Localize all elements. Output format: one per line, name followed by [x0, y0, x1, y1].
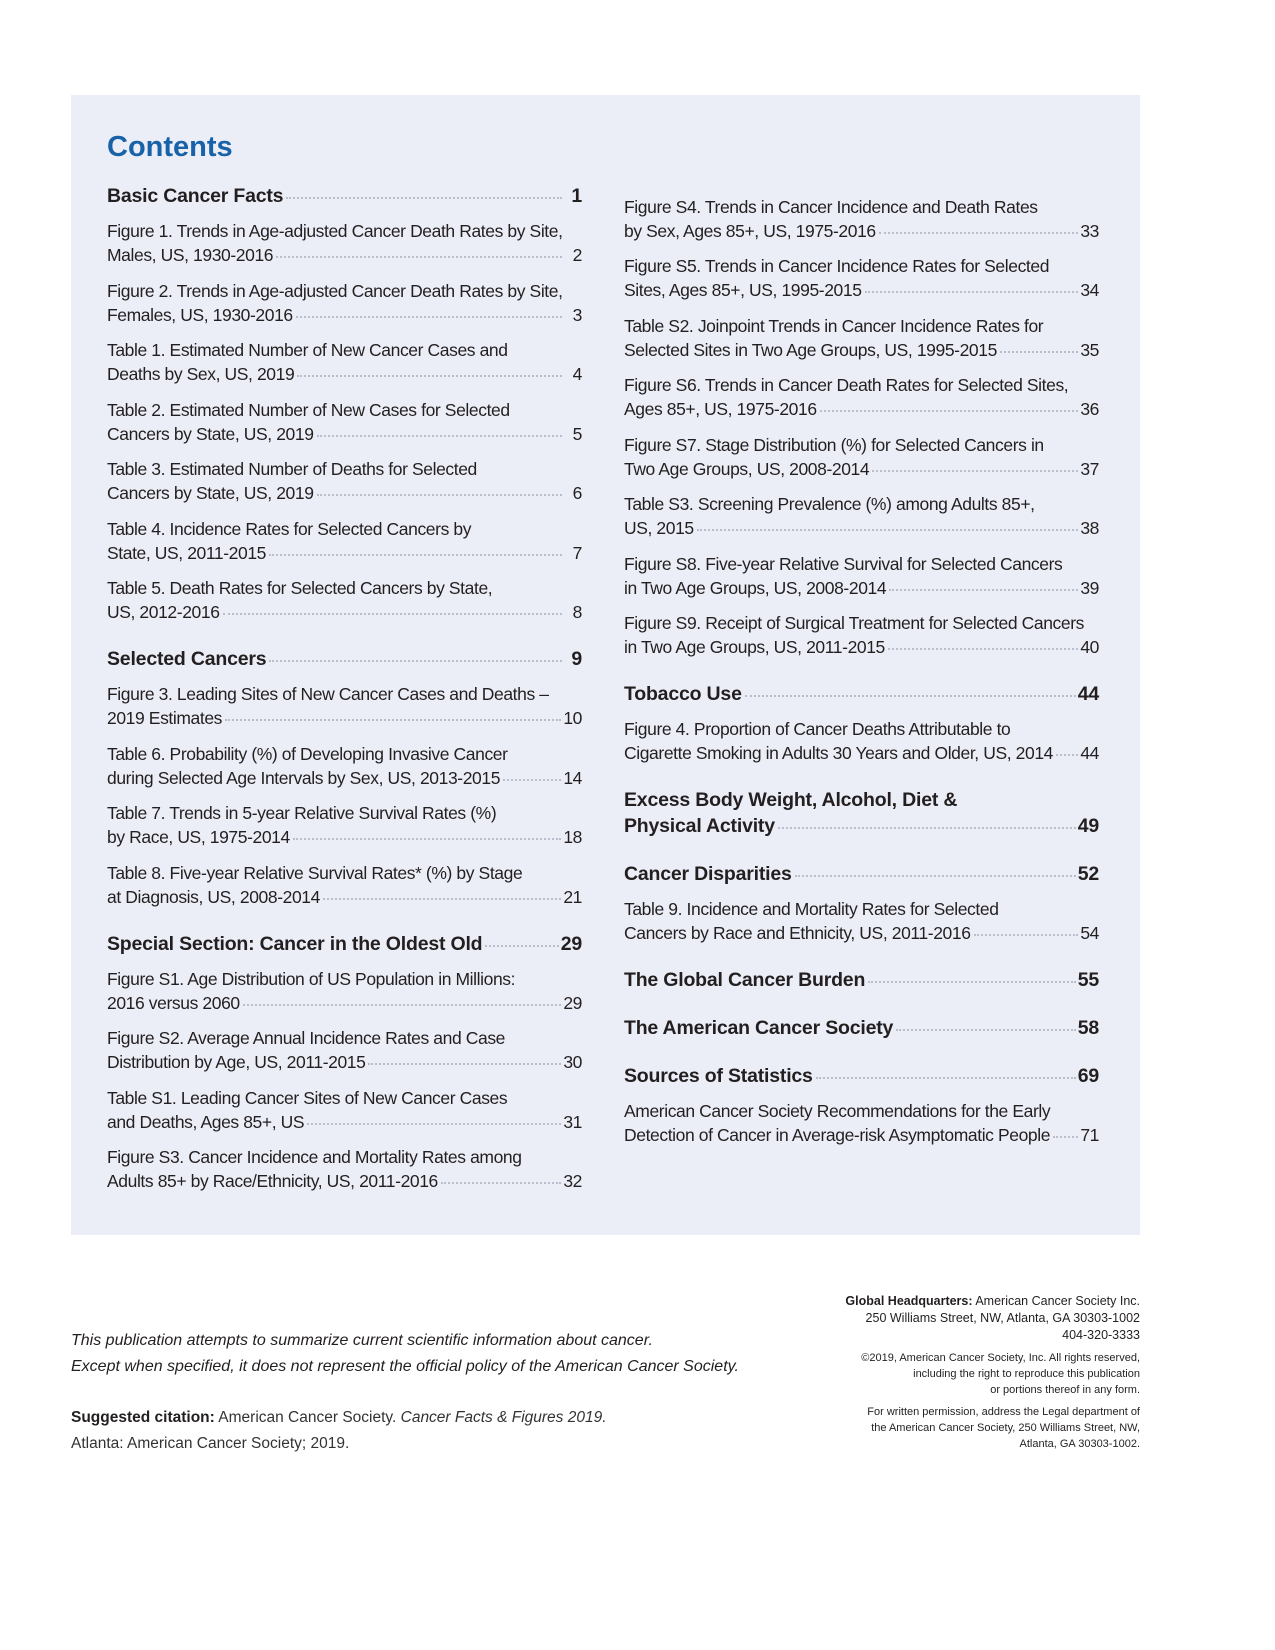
dot-leader	[317, 494, 562, 496]
toc-page-number: 44	[1077, 683, 1099, 705]
toc-line	[107, 861, 582, 885]
toc-line	[624, 1099, 1099, 1123]
citation-label: Suggested citation:	[71, 1409, 215, 1426]
toc-line	[107, 1145, 582, 1169]
dot-leader	[974, 934, 1079, 936]
toc-entry[interactable]	[107, 682, 582, 730]
toc-entry-title: Figure S6. Trends in Cancer Death Rates for Selected Sites,	[624, 375, 1069, 395]
toc-entry-title: Basic Cancer Facts	[107, 185, 284, 207]
dot-leader	[872, 470, 1078, 472]
dot-leader	[896, 1029, 1076, 1031]
toc-line	[107, 457, 582, 481]
toc-entry[interactable]	[624, 552, 1099, 600]
toc-entry[interactable]	[624, 254, 1099, 302]
toc-entry-title: at Diagnosis, US, 2008-2014	[107, 886, 320, 907]
toc-line	[107, 766, 582, 790]
toc-entry-title: and Deaths, Ages 85+, US	[107, 1111, 305, 1132]
toc-line	[624, 552, 1099, 576]
toc-entry-title: State, US, 2011-2015	[107, 542, 267, 563]
dot-leader	[1053, 1136, 1078, 1138]
toc-section-heading[interactable]	[624, 967, 1099, 993]
toc-entry-title: Table 1. Estimated Number of New Cancer Cases and	[107, 340, 508, 360]
toc-page-number: 10	[563, 708, 582, 728]
permission-line: the American Cancer Society, 250 Williams Street, NW,	[871, 1422, 1140, 1434]
toc-entry[interactable]	[107, 1026, 582, 1074]
toc-entry-title: Excess Body Weight, Alcohol, Diet &	[624, 789, 958, 811]
toc-page-number: 31	[563, 1111, 582, 1132]
toc-entry-title: Cancers by Race and Ethnicity, US, 2011-2016	[624, 923, 971, 943]
dot-leader	[441, 1182, 561, 1184]
toc-entry-title: Special Section: Cancer in the Oldest Old	[107, 932, 483, 955]
toc-entry-title: Figure S7. Stage Distribution (%) for Selected Cancers in	[624, 434, 1044, 455]
toc-line	[107, 517, 582, 541]
toc-page-number: 14	[563, 767, 582, 788]
toc-page-number: 9	[571, 648, 582, 670]
toc-entry-title: during Selected Age Intervals by Sex, US, 2013-2015	[107, 767, 501, 788]
toc-line	[107, 303, 582, 327]
dot-leader	[816, 1077, 1076, 1079]
toc-line	[624, 1015, 1099, 1041]
toc-section-heading[interactable]	[624, 1063, 1099, 1089]
dot-leader	[243, 1004, 562, 1006]
dot-leader	[879, 232, 1079, 234]
toc-page-number: 29	[560, 932, 582, 955]
suggested-citation	[71, 1405, 607, 1457]
hq-phone: 404-320-3333	[1062, 1328, 1140, 1342]
toc-entry-title: Females, US, 1930-2016	[107, 304, 293, 325]
toc-entry-title: 2016 versus 2060	[107, 992, 240, 1013]
dot-leader	[296, 316, 562, 318]
toc-entry-title: in Two Age Groups, US, 2011-2015	[624, 637, 885, 657]
toc-page-number: 54	[1080, 923, 1099, 943]
toc-entry-title: Figure 2. Trends in Age-adjusted Cancer Death Rates by Site,	[107, 280, 563, 301]
toc-line	[624, 861, 1099, 887]
toc-entry[interactable]	[107, 398, 582, 446]
toc-line	[624, 373, 1099, 397]
toc-line	[107, 682, 582, 706]
toc-line	[107, 1050, 582, 1074]
toc-entry-title: Detection of Cancer in Average-risk Asymptomatic People	[624, 1125, 1051, 1145]
toc-page-number: 2	[572, 245, 582, 265]
toc-entry-title: Figure S1. Age Distribution of US Population in Millions:	[107, 968, 516, 989]
dot-leader	[820, 410, 1079, 412]
dot-leader	[888, 648, 1078, 650]
toc-line	[107, 646, 582, 672]
toc-entry[interactable]	[107, 1086, 582, 1134]
toc-page-number: 40	[1080, 637, 1099, 657]
toc-entry-title: Two Age Groups, US, 2008-2014	[624, 458, 870, 479]
toc-page-number: 37	[1080, 458, 1099, 479]
toc-page-number: 3	[572, 304, 582, 325]
toc-entry-title: Cigarette Smoking in Adults 30 Years and Older, US, 2014	[624, 743, 1053, 763]
toc-entry[interactable]	[107, 861, 582, 909]
toc-line	[624, 576, 1099, 600]
toc-entry[interactable]	[624, 195, 1099, 243]
toc-entry[interactable]	[624, 314, 1099, 362]
dot-leader	[868, 981, 1076, 983]
hq-label: Global Headquarters:	[845, 1294, 973, 1308]
toc-line	[624, 254, 1099, 278]
toc-entry-title: Table 3. Estimated Number of Deaths for Selected	[107, 459, 477, 479]
toc-section-heading[interactable]	[624, 787, 1099, 839]
toc-line	[107, 338, 582, 362]
toc-line	[107, 825, 582, 849]
toc-line	[624, 813, 1099, 839]
toc-line	[624, 741, 1099, 765]
toc-entry-title: Figure 1. Trends in Age-adjusted Cancer Death Rates by Site,	[107, 221, 563, 241]
toc-section-heading[interactable]	[107, 646, 582, 672]
toc-entry[interactable]	[107, 967, 582, 1015]
toc-entry-title: Figure S8. Five-year Relative Survival for Selected Cancers	[624, 553, 1063, 574]
toc-entry[interactable]	[107, 338, 582, 386]
toc-line	[624, 897, 1099, 921]
toc-page-number: 7	[572, 542, 582, 563]
toc-entry-title: Table 6. Probability (%) of Developing Invasive Cancer	[107, 743, 508, 764]
dot-leader	[317, 435, 562, 437]
contents-panel	[71, 95, 1140, 1235]
dot-leader	[1000, 351, 1078, 353]
toc-entry[interactable]	[107, 576, 582, 624]
dot-leader	[368, 1063, 561, 1065]
toc-entry[interactable]	[624, 897, 1099, 945]
toc-entry-title: Table 4. Incidence Rates for Selected Cancers by	[107, 518, 472, 539]
toc-entry-title: Table 2. Estimated Number of New Cases for Selected	[107, 399, 510, 420]
disclaimer	[71, 1328, 739, 1380]
toc-line	[107, 183, 582, 209]
dot-leader	[297, 375, 562, 377]
toc-line	[107, 279, 582, 303]
dot-leader	[778, 827, 1076, 829]
toc-line	[107, 1086, 582, 1110]
toc-entry-title: US, 2012-2016	[107, 602, 220, 622]
toc-entry-title: American Cancer Society Recommendations for the Early	[624, 1101, 1051, 1121]
toc-entry[interactable]	[624, 611, 1099, 659]
toc-entry-title: Selected Cancers	[107, 648, 267, 670]
toc-line	[107, 362, 582, 386]
headquarters-info	[845, 1293, 1140, 1458]
toc-entry-title: Figure S4. Trends in Cancer Incidence and Death Rates	[624, 196, 1038, 217]
toc-line	[624, 492, 1099, 516]
toc-page-number: 49	[1077, 815, 1099, 837]
page-title: Contents	[107, 131, 233, 163]
toc-entry-title: Adults 85+ by Race/Ethnicity, US, 2011-2016	[107, 1171, 438, 1191]
toc-entry-title: Table S2. Joinpoint Trends in Cancer Incidence Rates for	[624, 315, 1044, 336]
toc-entry-title: Figure S9. Receipt of Surgical Treatment for Selected Cancers	[624, 613, 1084, 633]
toc-line	[107, 541, 582, 565]
toc-page-number: 36	[1080, 399, 1099, 419]
toc-line	[624, 967, 1099, 993]
toc-entry-title: Table 8. Five-year Relative Survival Rates* (%) by Stage	[107, 862, 523, 883]
toc-line	[107, 1169, 582, 1193]
toc-line	[624, 681, 1099, 707]
disclaimer-line: Except when specified, it does not represent the official policy of the American Cancer Society.	[71, 1358, 739, 1375]
toc-line	[624, 433, 1099, 457]
toc-line	[624, 457, 1099, 481]
toc-line	[624, 787, 1099, 813]
toc-entry-title: Table 7. Trends in 5-year Relative Survival Rates (%)	[107, 803, 497, 823]
toc-entry-title: Physical Activity	[624, 815, 775, 837]
toc-entry[interactable]	[107, 801, 582, 849]
dot-leader	[697, 529, 1079, 531]
toc-entry-title: Figure S2. Average Annual Incidence Rates and Case	[107, 1028, 506, 1048]
toc-page-number: 44	[1080, 743, 1099, 763]
toc-entry-title: by Sex, Ages 85+, US, 1975-2016	[624, 220, 876, 241]
toc-entry-title: Figure 4. Proportion of Cancer Deaths Attributable to	[624, 719, 1011, 739]
toc-line	[107, 422, 582, 446]
toc-line	[624, 516, 1099, 540]
toc-page-number: 4	[572, 364, 582, 384]
toc-section-heading[interactable]	[624, 681, 1099, 707]
toc-page-number: 69	[1077, 1065, 1099, 1087]
citation-author: American Cancer Society.	[218, 1409, 397, 1426]
toc-page-number: 55	[1077, 969, 1099, 991]
toc-line	[107, 219, 582, 243]
dot-leader	[795, 875, 1076, 877]
toc-page-number: 35	[1080, 339, 1099, 360]
toc-line	[624, 635, 1099, 659]
toc-entry-title: Selected Sites in Two Age Groups, US, 1995-2015	[624, 339, 997, 360]
toc-section-heading[interactable]	[624, 1015, 1099, 1041]
toc-entry-title: Ages 85+, US, 1975-2016	[624, 399, 817, 419]
dot-leader	[323, 898, 561, 900]
toc-entry-title: US, 2015	[624, 518, 694, 538]
dot-leader	[485, 945, 558, 947]
toc-entry-title: Table 9. Incidence and Mortality Rates for Selected	[624, 899, 999, 919]
toc-entry-title: Figure 3. Leading Sites of New Cancer Cases and Deaths –	[107, 684, 549, 704]
toc-line	[624, 397, 1099, 421]
dot-leader	[293, 838, 561, 840]
toc-page-number: 29	[563, 992, 582, 1013]
dot-leader	[269, 660, 562, 662]
toc-entry-title: in Two Age Groups, US, 2008-2014	[624, 577, 887, 598]
toc-line	[107, 742, 582, 766]
toc-entry[interactable]	[624, 492, 1099, 540]
toc-line	[107, 398, 582, 422]
disclaimer-line: This publication attempts to summarize current scientific information about cancer.	[71, 1332, 653, 1349]
toc-page-number: 30	[563, 1052, 582, 1072]
dot-leader	[269, 554, 562, 556]
toc-entry-title: The American Cancer Society	[624, 1017, 894, 1039]
toc-line	[624, 611, 1099, 635]
permission-line: For written permission, address the Legal department of	[867, 1406, 1140, 1418]
toc-line	[107, 801, 582, 825]
dot-leader	[225, 719, 561, 721]
permission-line: Atlanta, GA 30303-1002.	[1019, 1438, 1140, 1450]
toc-entry-title: 2019 Estimates	[107, 708, 223, 728]
toc-line	[107, 931, 582, 957]
toc-entry[interactable]	[107, 742, 582, 790]
toc-page-number: 52	[1077, 863, 1099, 885]
toc-entry-title: Deaths by Sex, US, 2019	[107, 364, 295, 384]
toc-page-number: 8	[572, 602, 582, 622]
citation-title: Cancer Facts & Figures 2019.	[400, 1409, 607, 1426]
dot-leader	[1056, 754, 1078, 756]
toc-entry-title: by Race, US, 1975-2014	[107, 827, 290, 847]
toc-page-number: 32	[563, 1171, 582, 1191]
toc-page-number: 71	[1080, 1125, 1099, 1145]
toc-page-number: 21	[563, 886, 582, 907]
dot-leader	[745, 695, 1076, 697]
toc-page-number: 38	[1080, 518, 1099, 538]
toc-entry[interactable]	[624, 373, 1099, 421]
toc-section-heading[interactable]	[107, 183, 582, 209]
hq-name: American Cancer Society Inc.	[975, 1294, 1140, 1308]
toc-page-number: 18	[563, 827, 582, 847]
toc-entry-title: Sites, Ages 85+, US, 1995-2015	[624, 280, 862, 300]
copyright-line: ©2019, American Cancer Society, Inc. All rights reserved,	[861, 1352, 1140, 1364]
toc-page-number: 58	[1077, 1017, 1099, 1039]
toc-entry-title: Table 5. Death Rates for Selected Cancers by State,	[107, 578, 493, 598]
toc-page-number: 39	[1080, 577, 1099, 598]
citation-rest: Atlanta: American Cancer Society; 2019.	[71, 1435, 350, 1452]
toc-entry[interactable]	[624, 433, 1099, 481]
toc-entry-title: Males, US, 1930-2016	[107, 245, 274, 265]
toc-line	[624, 1063, 1099, 1089]
toc-line	[624, 195, 1099, 219]
toc-line	[624, 278, 1099, 302]
toc-line	[624, 921, 1099, 945]
copyright-line: including the right to reproduce this publication	[913, 1368, 1140, 1380]
hq-address: 250 Williams Street, NW, Atlanta, GA 30303-1002	[865, 1311, 1140, 1325]
toc-entry[interactable]	[107, 279, 582, 327]
toc-page-number: 6	[572, 483, 582, 503]
toc-right-column	[624, 183, 1099, 1147]
toc-line	[624, 314, 1099, 338]
toc-entry[interactable]	[107, 219, 582, 267]
toc-line	[107, 1026, 582, 1050]
toc-line	[107, 576, 582, 600]
toc-line	[107, 1110, 582, 1134]
toc-entry-title: Table S3. Screening Prevalence (%) among Adults 85+,	[624, 494, 1035, 514]
toc-entry-title: Table S1. Leading Cancer Sites of New Cancer Cases	[107, 1087, 508, 1108]
toc-line	[624, 338, 1099, 362]
toc-line	[107, 991, 582, 1015]
toc-entry[interactable]	[107, 457, 582, 505]
toc-entry-title: Sources of Statistics	[624, 1065, 813, 1087]
toc-line	[107, 243, 582, 267]
toc-entry-title: Distribution by Age, US, 2011-2015	[107, 1052, 366, 1072]
toc-entry-title: Cancers by State, US, 2019	[107, 483, 314, 503]
toc-entry[interactable]	[107, 1145, 582, 1193]
toc-left-column	[107, 183, 582, 1193]
dot-leader	[503, 779, 561, 781]
toc-page-number: 33	[1080, 220, 1099, 241]
toc-line	[107, 600, 582, 624]
toc-entry[interactable]	[624, 1099, 1099, 1147]
toc-entry[interactable]	[624, 717, 1099, 765]
toc-entry-title: The Global Cancer Burden	[624, 969, 866, 991]
dot-leader	[307, 1123, 561, 1125]
toc-line	[107, 706, 582, 730]
toc-entry-title: Tobacco Use	[624, 683, 742, 705]
toc-section-heading[interactable]	[107, 931, 582, 957]
dot-leader	[865, 291, 1079, 293]
toc-page-number: 1	[571, 185, 582, 207]
dot-leader	[223, 613, 562, 615]
dot-leader	[286, 197, 562, 199]
toc-line	[624, 717, 1099, 741]
toc-entry-title: Figure S5. Trends in Cancer Incidence Rates for Selected	[624, 256, 1050, 276]
toc-page-number: 34	[1080, 280, 1099, 300]
toc-section-heading[interactable]	[624, 861, 1099, 887]
toc-line	[624, 219, 1099, 243]
toc-line	[107, 885, 582, 909]
toc-page-number: 5	[572, 423, 582, 444]
toc-entry-title: Figure S3. Cancer Incidence and Mortality Rates among	[107, 1147, 522, 1167]
toc-line	[107, 967, 582, 991]
dot-leader	[889, 589, 1078, 591]
toc-line	[624, 1123, 1099, 1147]
toc-entry-title: Cancer Disparities	[624, 863, 792, 885]
dot-leader	[276, 256, 562, 258]
copyright-line: or portions thereof in any form.	[990, 1384, 1140, 1396]
toc-entry[interactable]	[107, 517, 582, 565]
toc-line	[107, 481, 582, 505]
toc-entry-title: Cancers by State, US, 2019	[107, 423, 314, 444]
